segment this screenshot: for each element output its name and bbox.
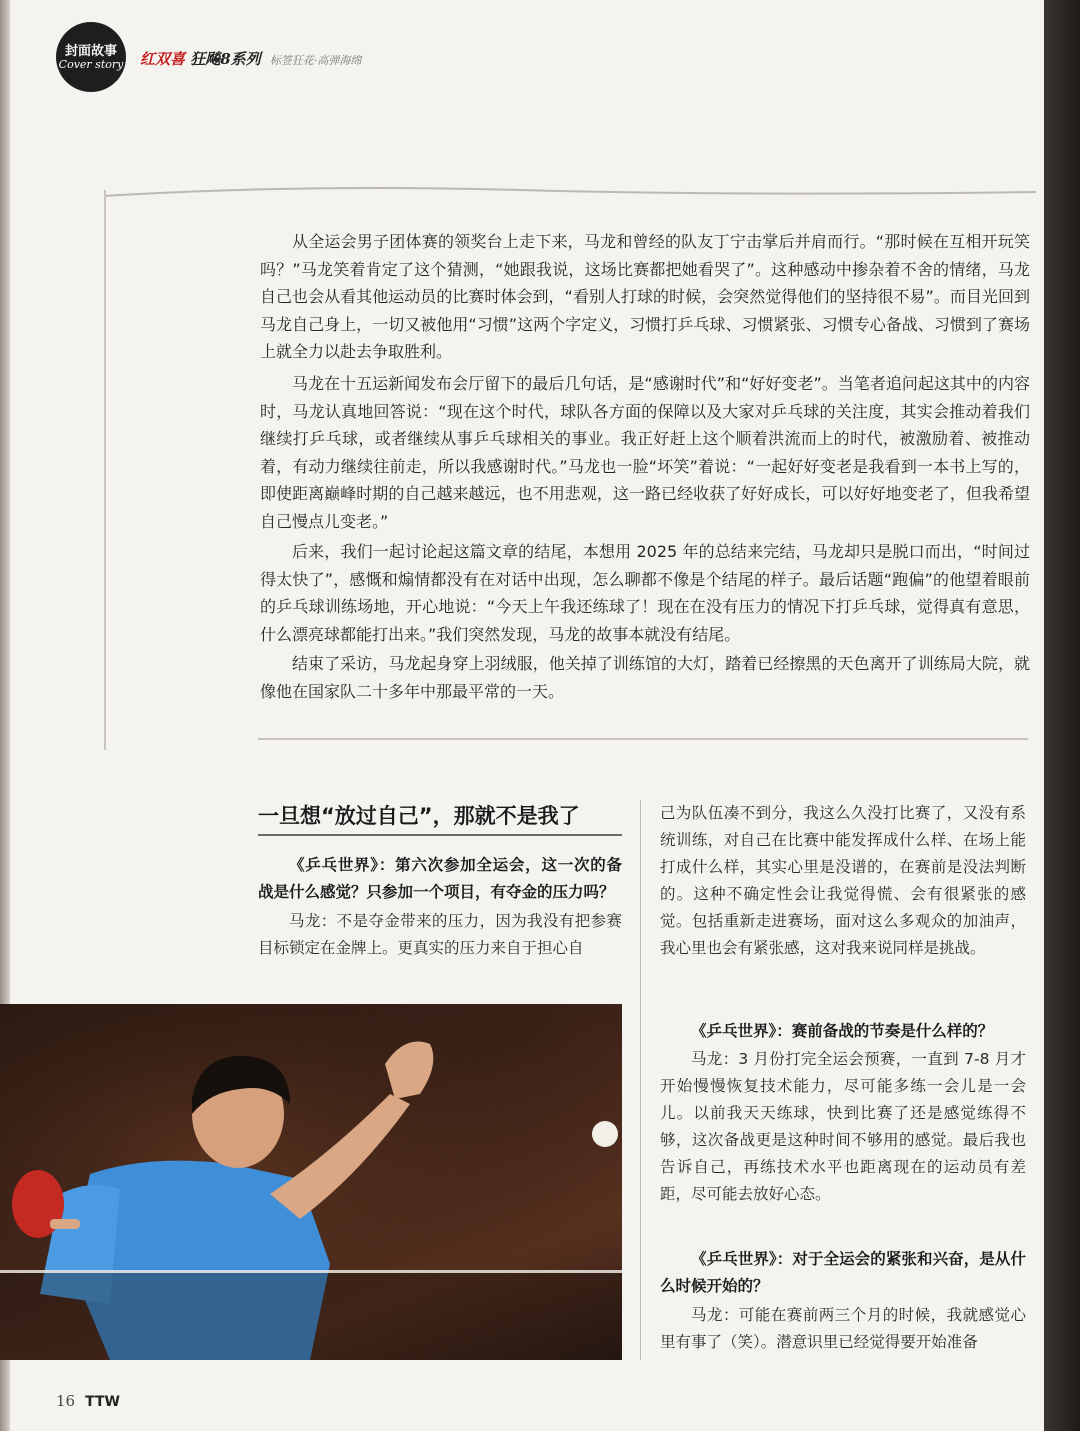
badge-cn: 封面故事 (64, 44, 117, 59)
frame-left-line (104, 190, 106, 750)
badge-en: Cover story (58, 58, 124, 71)
player-photo (0, 1004, 622, 1360)
player-photo-illustration (0, 1004, 622, 1360)
title-underline (258, 834, 622, 836)
article-paragraph-1: 从全运会男子团体赛的领奖台上走下来，马龙和曾经的队友丁宁击掌后并肩而行。“那时候在互相开玩笑吗？”马龙笑着肯定了这个猜测，“她跟我说，这场比赛都把她看哭了”。这种感动中掺杂着不舍的情绪，马龙自己也会从看其他运动员的比赛时体会到，“看别人打球的时候，会突然觉得他们的坚持很不易”。而目光回到马龙自己身上，一切又被他用“习惯”这两个字定义，习惯打乒乓球、习惯紧张、习惯专心备战、习惯到了赛场上就全力以赴去争取胜利。 (260, 232, 1030, 361)
column-divider (640, 800, 641, 1360)
magazine-logo: TTW (85, 1394, 120, 1410)
question-3: 《乒乓世界》：对于全运会的紧张和兴奋，是从什么时候开始的？ (660, 1250, 1026, 1295)
article-paragraph-2: 马龙在十五运新闻发布会厅留下的最后几句话，是“感谢时代”和“好好变老”。当笔者追问起这其中的内容时，马龙认真地回答说：“现在这个时代，球队各方面的保障以及大家对乒乓球的关注度，其实会推动着我们继续打乒乓球，或者继续从事乒乓球相关的事业。我正好赶上这个顺着洪流而上的时代，被激励着、被推动着，有动力继续往前走，所以我感谢时代。”马龙也一脸“坏笑”着说：“一起好好变老是我看到一本书上写的，即使距离巅峰时期的自己越来越远，也不用悲观，这一路已经收获了好好成长，可以好好地变老了，但我希望自己慢点儿变老。” (260, 374, 1030, 531)
article-paragraph-3: 后来，我们一起讨论起这篇文章的结尾，本想用 2025 年的总结来完结，马龙却只是脱口而出，“时间过得太快了”，感慨和煽情都没有在对话中出现，怎么聊都不像是个结尾的样子。最后话题“跑偏”的他望着眼前的乒乓球训练场地，开心地说：“今天上午我还练球了！现在在没有压力的情况下打乒乓球，觉得真有意思，什么漂亮球都能打出来。”我们突然发现，马龙的故事本就没有结尾。 (260, 542, 1030, 644)
page-number: 16 (56, 1392, 76, 1410)
frame-wavy-line (100, 180, 1040, 200)
interview-title: 一旦想“放过自己”，那就不是我了 (258, 804, 580, 828)
answer-3: 马龙：可能在赛前两三个月的时候，我就感觉心里有事了（笑）。潜意识里已经觉得要开始准备 (660, 1306, 1026, 1351)
brand-series: 狂飚8系列 (190, 50, 261, 68)
brand-series-sub: 标签狂花·高弹海绵 (269, 54, 362, 67)
question-1: 《乒乓世界》：第六次参加全运会，这一次的备战是什么感觉？只参加一个项目，有夺金的压力吗？ (258, 856, 622, 901)
brand-ad (140, 48, 361, 69)
page-footer (56, 1392, 120, 1410)
answer-1-part-1: 马龙：不是夺金带来的压力，因为我没有把参赛目标锁定在金牌上。更真实的压力来自于担心自 (258, 912, 622, 957)
question-2: 《乒乓世界》：赛前备战的节奏是什么样的？ (691, 1022, 994, 1040)
article-paragraph-4: 结束了采访，马龙起身穿上羽绒服，他关掉了训练馆的大灯，踏着已经擦黑的天色离开了训练局大院，就像他在国家队二十多年中那最平常的一天。 (260, 654, 1030, 701)
answer-2: 马龙：3 月份打完全运会预赛，一直到 7-8 月才开始慢慢恢复技术能力，尽可能多练一会儿是一会儿。以前我天天练球，快到比赛了还是感觉练得不够，这次备战更是这种时间不够用的感觉。最后我也告诉自己，再练技术水平也距离现在的运动员有差距，尽可能去放好心态。 (660, 1050, 1026, 1203)
section-divider (258, 738, 1028, 740)
cover-story-badge (56, 22, 126, 92)
adjacent-page-edge (1044, 0, 1080, 1431)
brand-logo: 红双喜 (140, 50, 186, 68)
answer-1-part-2: 己为队伍凑不到分，我这么久没打比赛了，又没有系统训练，对自己在比赛中能发挥成什么样、在场上能打成什么样，其实心里是没谱的，在赛前是没法判断的。这种不确定性会让我觉得慌、会有很紧张的感觉。包括重新走进赛场，面对这么多观众的加油声，我心里也会有紧张感，这对我来说同样是挑战。 (660, 804, 1026, 957)
